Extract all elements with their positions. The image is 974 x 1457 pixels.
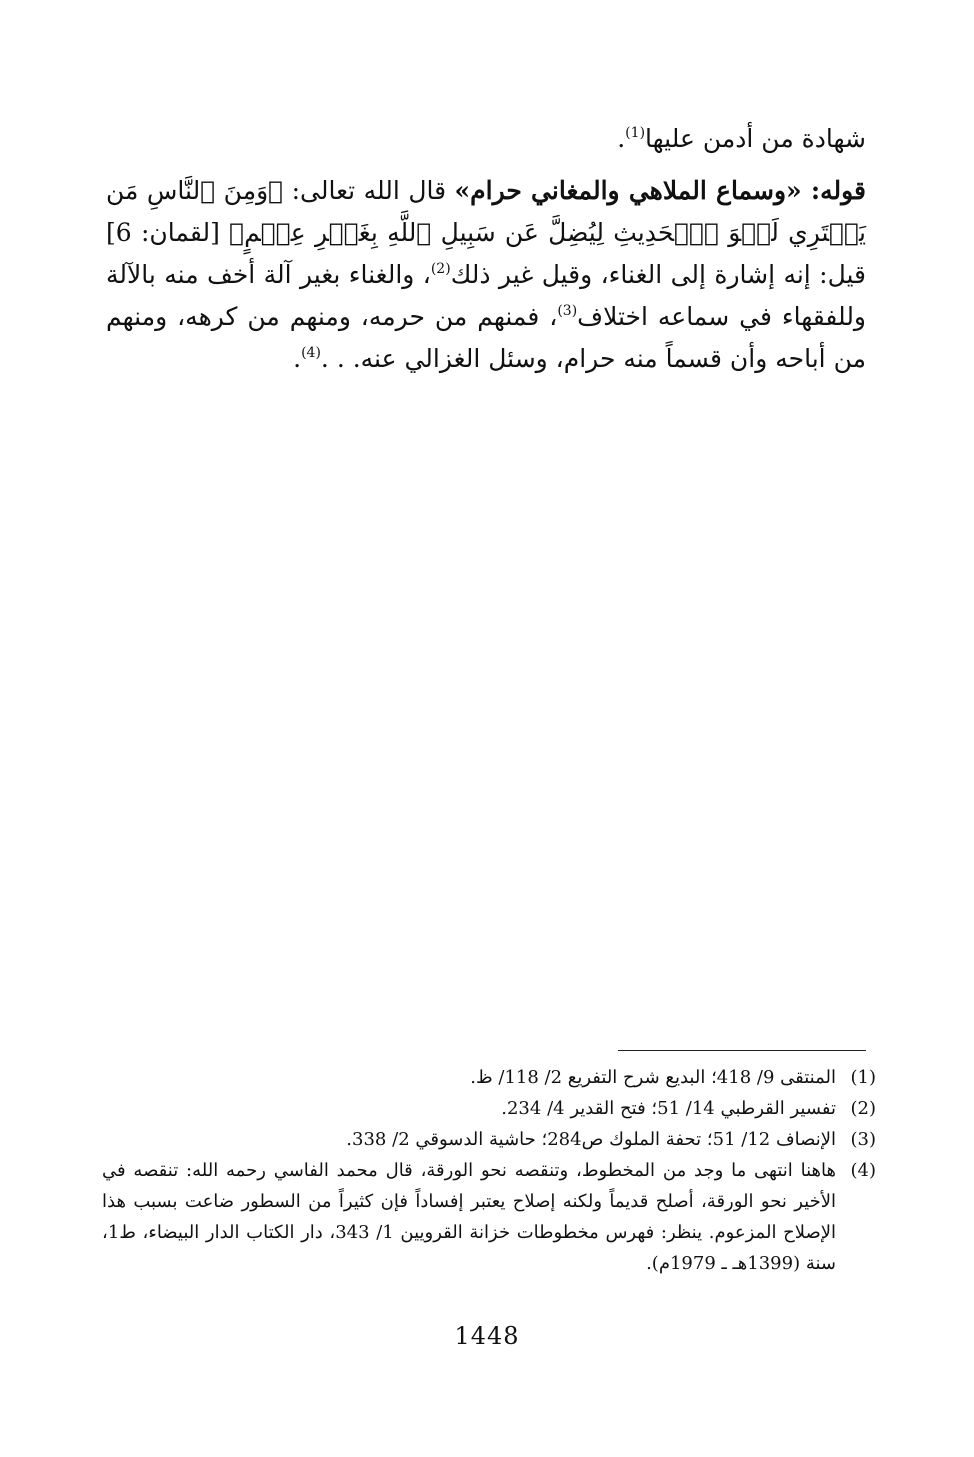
paragraph-1 [106,118,866,160]
page-number: 1448 [454,1322,520,1350]
footnote-item [102,1062,876,1093]
footnote-text: هاهنا انتهى ما وجد من المخطوط، وتنقصه نحو الورقة، قال محمد الفاسي رحمه الله: تنقصه في الأخير نحو الورقة، أصلح قديماً ولكنه إصلاح يعتبر إفساداً فإن كثيراً من السطور ضاعت بسبب هذا الإصلاح المزعوم. ينظر: فهرس مخطوطات خزانة القرويين 1/ 343، دار الكتاب الدار البيضاء، ط1، سنة (1399هـ ـ 1979م). [102,1160,836,1274]
main-text [106,118,866,380]
footnote-item [102,1155,876,1279]
footnote-divider [618,1050,866,1051]
paragraph-2-end: . [293,344,302,373]
footnote-item [102,1124,876,1155]
footnote-number: (1) [850,1067,876,1088]
paragraph-2-part-a: قال الله تعالى: ﴿وَمِنَ ٱلنَّاسِ مَن يَشۡتَرِي لَهۡوَ ٱلۡحَدِيثِ لِيُضِلَّ عَن سَبِيلِ ٱللَّهِ بِغَيۡرِ عِلۡمٍ﴾ [لقمان: 6] قيل: إنه إشارة إلى الغناء، وقيل غير ذلك [106,176,866,289]
footnote-text: تفسير القرطبي 14/ 51؛ فتح القدير 4/ 234. [501,1098,836,1119]
footnote-ref-3[interactable]: (3) [557,303,578,319]
footnote-item [102,1093,876,1124]
footnote-number: (2) [850,1098,876,1119]
footnote-number: (4) [850,1160,876,1181]
paragraph-1-text: شهادة من أدمن عليها [645,124,866,153]
paragraph-1-end: . [617,124,626,153]
footnotes [102,1062,876,1279]
footnote-ref-2[interactable]: (2) [430,261,451,277]
footnote-ref-4[interactable]: (4) [301,345,321,361]
paragraph-2-part-c: ، فمنهم من حرمه، ومنهم من كرهه، ومنهم من أباحه وأن قسماً منه حرام، وسئل الغزالي عنه. . . [106,302,866,373]
footnote-number: (3) [850,1129,876,1150]
footnote-ref-1[interactable]: (1) [625,125,646,141]
paragraph-2 [106,170,866,380]
paragraph-2-part-b: ، والغناء بغير آلة أخف منه بالآلة وللفقهاء في سماعه اختلاف [106,260,867,331]
footnote-text: المنتقى 9/ 418؛ البديع شرح التفريع 2/ 118/ ظ. [470,1067,836,1088]
footnote-text: الإنصاف 12/ 51؛ تحفة الملوك ص284؛ حاشية الدسوقي 2/ 338. [346,1129,836,1150]
paragraph-2-label: قوله: «وسماع الملاهي والمغاني حرام» [454,176,866,205]
